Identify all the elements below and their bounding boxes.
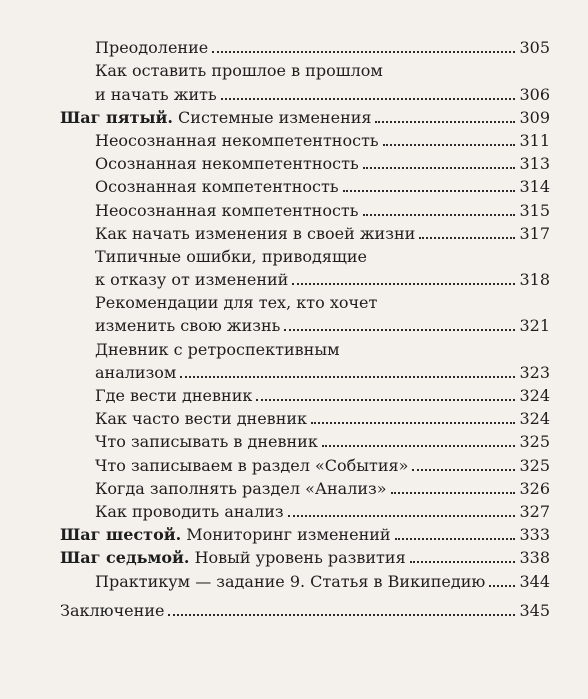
toc-entry [0,359,588,382]
toc-page-number: 333 [519,525,550,545]
toc-page-number: 323 [519,362,550,382]
toc-page-number: 324 [519,386,550,405]
dot-leader [292,283,515,285]
toc-page-number: 345 [519,600,550,620]
toc-entry [0,475,588,498]
toc-entry-title: анализом [95,362,177,382]
toc-page-number: 325 [519,455,550,475]
table-of-contents [0,34,588,620]
chapter-name: Мониторинг изменений [181,525,391,545]
toc-entry-title: Преодоление [95,38,209,58]
toc-entry [0,80,588,103]
toc-entry [0,567,588,590]
toc-chapter [0,597,588,620]
toc-chapter [0,521,588,544]
chapter-name: Новый уровень развития [189,548,406,568]
toc-page-number: 324 [519,409,550,429]
dot-leader [410,561,515,563]
toc-entry [0,451,588,474]
toc-entry-title: Неосознанная компетентность [95,200,359,220]
toc-page-number: 315 [519,200,550,220]
toc-page-number: 306 [519,84,550,104]
dot-leader [221,98,515,100]
toc-entry-title: Что записываем в раздел «События» [95,455,409,475]
chapter-label: Шаг пятый. [60,107,173,127]
toc-entry-title: Неосознанная некомпетентность [95,130,379,150]
toc-page-number: 317 [519,223,550,243]
toc-entry-title: к отказу от изменений [95,270,289,290]
toc-entry [0,312,588,335]
toc-page-number: 313 [519,154,550,174]
toc-entry-title: и начать жить [95,84,217,104]
toc-chapter [0,544,588,567]
dot-leader [363,214,516,216]
toc-entry-first-line: Дневник с ретроспективным [95,339,340,359]
toc-entry-title: Когда заполнять раздел «Анализ» [95,478,387,498]
dot-leader [343,190,515,192]
toc-page-number: 344 [519,571,550,591]
dot-leader [375,121,515,123]
toc-entry-title: Как начать изменения в своей жизни [95,223,416,243]
toc-entry [0,127,588,150]
toc-page-number: 325 [519,432,550,452]
dot-leader [284,329,515,331]
dot-leader [180,376,515,378]
toc-chapter-title [60,525,391,544]
toc-page-number: 309 [519,107,550,127]
dot-leader [322,445,515,447]
dot-leader [256,399,515,401]
toc-entry-title: Что записывать в дневник [95,432,318,452]
chapter-name: Системные изменения [172,107,372,127]
dot-leader [419,237,515,239]
toc-entry [0,266,588,289]
dot-leader [363,167,515,169]
dot-leader [288,515,515,517]
toc-entry-title: Осознанная компетентность [95,177,339,197]
dot-leader [168,614,515,616]
dot-leader [383,144,515,146]
toc-entry-title: Практикум — задание 9. Статья в Википедию [95,571,486,591]
dot-leader [311,422,515,424]
toc-entry [0,405,588,428]
toc-entry [0,196,588,219]
chapter-label: Шаг седьмой. [60,548,190,568]
toc-entry [0,382,588,405]
dot-leader [489,585,515,587]
toc-entry-title: Осознанная некомпетентность [95,154,359,174]
toc-page-number: 305 [519,38,550,58]
toc-entry-first-line: Типичные ошибки, приводящие [95,246,367,266]
dot-leader [412,469,515,471]
toc-chapter [0,104,588,127]
toc-entry-title: Как часто вести дневник [95,409,308,429]
toc-page-number: 311 [519,130,550,150]
toc-page-number: 338 [519,548,550,568]
toc-entry-first-line: Как оставить прошлое в прошлом [95,61,383,81]
toc-page-number: 314 [519,177,550,197]
toc-entry-first-line: Рекомендации для тех, кто хочет [95,293,378,313]
toc-page-number: 321 [519,316,550,336]
toc-page-number: 327 [519,501,550,521]
toc-entry-title: Заключение [60,600,165,620]
toc-entry [0,150,588,173]
toc-entry [0,428,588,451]
toc-entry-title: изменить свою жизнь [95,316,281,336]
toc-entry [0,173,588,196]
toc-entry [0,220,588,243]
toc-entry-title: Где вести дневник [95,386,253,405]
toc-page-number: 318 [519,270,550,290]
toc-entry [0,34,588,57]
toc-chapter-title [60,108,371,127]
toc-entry-title: Как проводить анализ [95,501,284,521]
toc-entry [0,498,588,521]
chapter-label: Шаг шестой. [60,525,182,545]
dot-leader [212,51,515,53]
toc-chapter-title [60,548,406,567]
dot-leader [391,492,515,494]
toc-page-number: 326 [519,478,550,498]
dot-leader [395,538,515,540]
